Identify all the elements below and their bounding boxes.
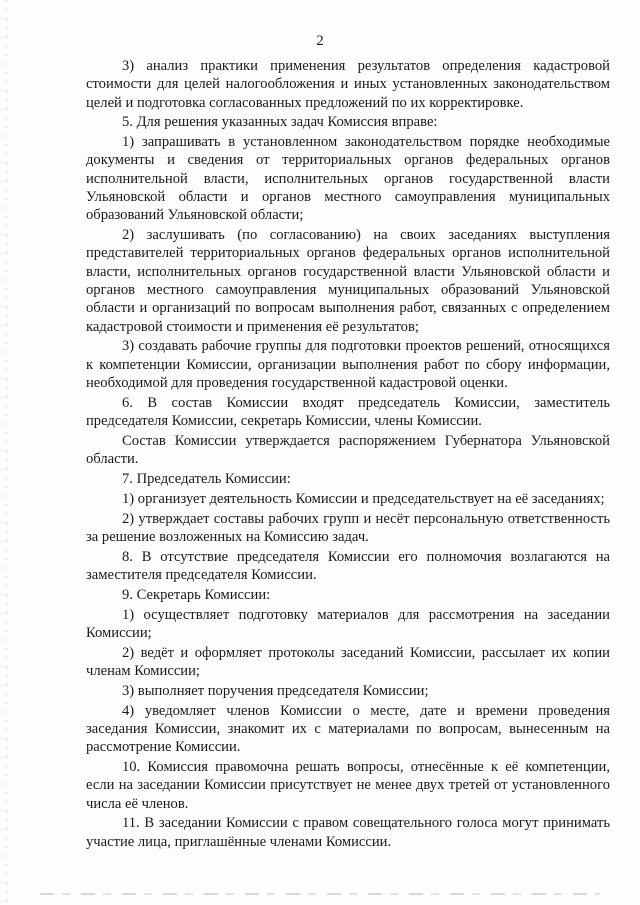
- paragraph-9-item-4: 4) уведомляет членов Комиссии о месте, дате и времени проведения заседания Комиссии, знакомит их с материалами по вопросам, вынесенным на рассмотрение Комиссии.: [86, 702, 610, 756]
- paragraph-6: 6. В состав Комиссии входят председатель Комиссии, заместитель председателя Комиссии, секретарь Комиссии, члены Комиссии.: [86, 394, 610, 430]
- paragraph-9-item-2: 2) ведёт и оформляет протоколы заседаний Комиссии, рассылает их копии членам Комиссии;: [86, 644, 610, 679]
- paragraph-7-heading: 7. Председатель Комиссии:: [122, 471, 291, 488]
- paragraph-4-item-3: 3) анализ практики применения результатов определения кадастровой стоимости для целей налогообложения и иных установленных законодательством целей и подготовка согласованных предложений по их корректировке.: [86, 58, 610, 111]
- paragraph-9-heading: 9. Секретарь Комиссии:: [122, 586, 271, 603]
- paragraph-5-heading: 5. Для решения указанных задач Комиссия вправе:: [122, 114, 438, 131]
- paragraph-7-item-2: 2) утверждает составы рабочих групп и несёт персональную ответственность за решение возложенных на Комиссию задач.: [86, 510, 610, 545]
- paragraph-9-item-3: 3) выполняет поручения председателя Комиссии;: [122, 682, 429, 699]
- page-number: 2: [316, 33, 324, 49]
- scan-edge-left: [6, 0, 7, 905]
- paragraph-5-item-1: 1) запрашивать в установленном законодательством порядке необходимые документы и сведения от территориальных органов федеральных органов исполнительной власти, исполнительных органов государственной власти Ульяновской области и органов местного самоуправления муниципальных образований Ульяновской области;: [86, 134, 610, 224]
- paragraph-10: 10. Комиссия правомочна решать вопросы, отнесённые к её компетенции, если на заседании Комиссии присутствует не менее двух третей от установленного числа её членов.: [86, 758, 610, 812]
- paragraph-11: 11. В заседании Комиссии с правом совещательного голоса могут принимать участие лица, приглашённые членами Комиссии.: [86, 815, 610, 850]
- paragraph-8: 8. В отсутствие председателя Комиссии его полномочия возлагаются на заместителя председателя Комиссии.: [86, 548, 610, 584]
- paragraph-5-item-3: 3) создавать рабочие группы для подготовки проектов решений, относящихся к компетенции Комиссии, организации выполнения работ по сбору информации, необходимой для проведения государственной кадастровой оценки.: [86, 338, 610, 392]
- paragraph-9-item-1: 1) осуществляет подготовку материалов для рассмотрения на заседании Комиссии;: [86, 606, 610, 641]
- paragraph-5-item-2: 2) заслушивать (по согласованию) на своих заседаниях выступления представителей территориальных органов федеральных органов исполнительной власти, исполнительных органов государственной власти Ульяновской области и органов местного самоуправления муниципальных образований Ульяновской области и организаций по вопросам выполнения работ, связанных с определением кадастровой стоимости и применения её результатов;: [86, 227, 610, 335]
- scan-edge-bottom: [40, 893, 600, 895]
- paragraph-7-item-1: 1) организует деятельность Комиссии и председательствует на её заседаниях;: [122, 490, 605, 507]
- document-body: [86, 57, 610, 851]
- paragraph-6-composition: Состав Комиссии утверждается распоряжением Губернатора Ульяновской области.: [86, 432, 610, 468]
